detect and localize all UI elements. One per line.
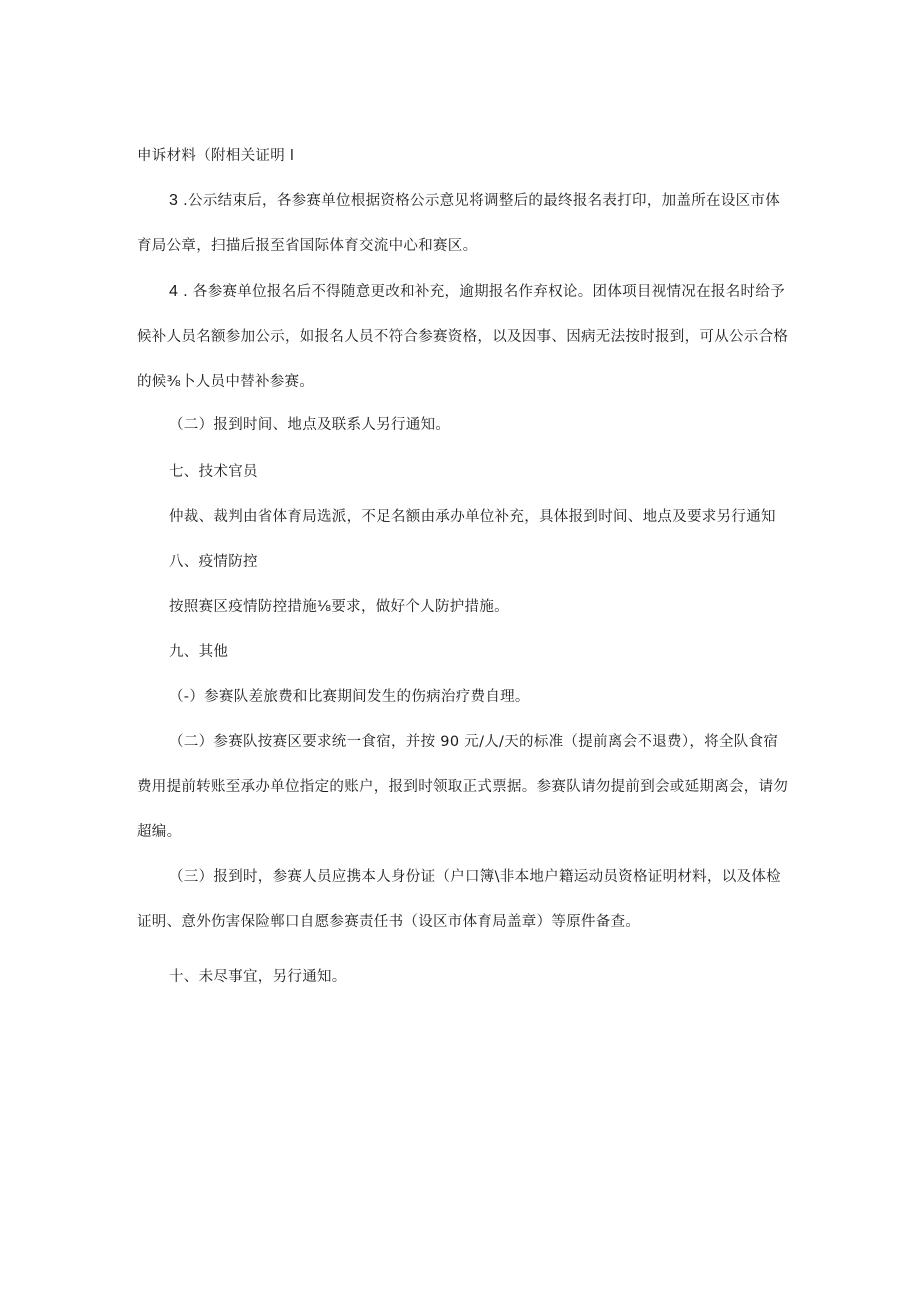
section-7-body: 仲裁、裁判由省体育局选派，不足名额由承办单位补充，具体报到时间、地点及要求另行通知 [169,509,776,525]
section-7-heading: 七、技术官员 [169,464,258,480]
registration-notice-line: （二）报到时间、地点及联系人另行通知。 [169,417,451,433]
section-9-item-2-line-2: 费用提前转账至承办单位指定的账户，报到时领取正式票据。参赛队请勿提前到会或延期离会，请勿 [137,779,789,795]
item-4-line-3: 的候⅜卜人员中替补参赛。 [137,374,315,390]
section-9-item-2-line-3: 超编。 [137,824,182,840]
section-8-heading: 八、疫情防控 [169,554,258,570]
item-3-number: 3 [169,192,179,209]
section-9-heading: 九、其他 [169,644,229,660]
section-10-heading: 十、未尽事宜，另行通知。 [169,969,347,985]
item-4-line-1 [169,282,785,302]
appeal-materials-line: 申诉材料（附相关证明 l [137,148,295,164]
item-3-line-2: 育局公章，扫描后报至省国际体育交流中心和赛区。 [137,238,478,254]
section-9-item-3-line-2: 证明、意外伤害保险郸口自愿参赛责任书（设区市体育局盖章）等原件备查。 [137,914,641,930]
item-4-text: . 各参赛单位报名后不得随意更改和补充，逾期报名作弃权论。团体项目视情况在报名时给予 [178,284,785,300]
item-3-line-1 [169,191,780,211]
section-9-item-3-line-1: （三）报到时，参赛人员应携本人身份证（户口簿\非本地户籍运动员资格证明材料，以及体检 [169,869,781,885]
item-4-line-2: 候补人员名额参加公示，如报名人员不符合参赛资格，以及因事、因病无法按时报到，可从公示合格 [137,329,789,345]
section-9-item-2-line-1: （二）参赛队按赛区要求统一食宿，并按 90 元/人/天的标准（提前离会不退费），将全队食宿 [169,734,779,750]
section-9-item-1: （-）参赛队差旅费和比赛期间发生的伤病治疗费自理。 [169,689,530,705]
section-8-body: 按照赛区疫情防控措施⅛要求，做好个人防护措施。 [169,599,509,615]
item-3-text: .公示结束后，各参赛单位根据资格公示意见将调整后的最终报名表打印，加盖所在设区市体 [178,193,781,209]
item-4-number: 4 [169,283,179,300]
